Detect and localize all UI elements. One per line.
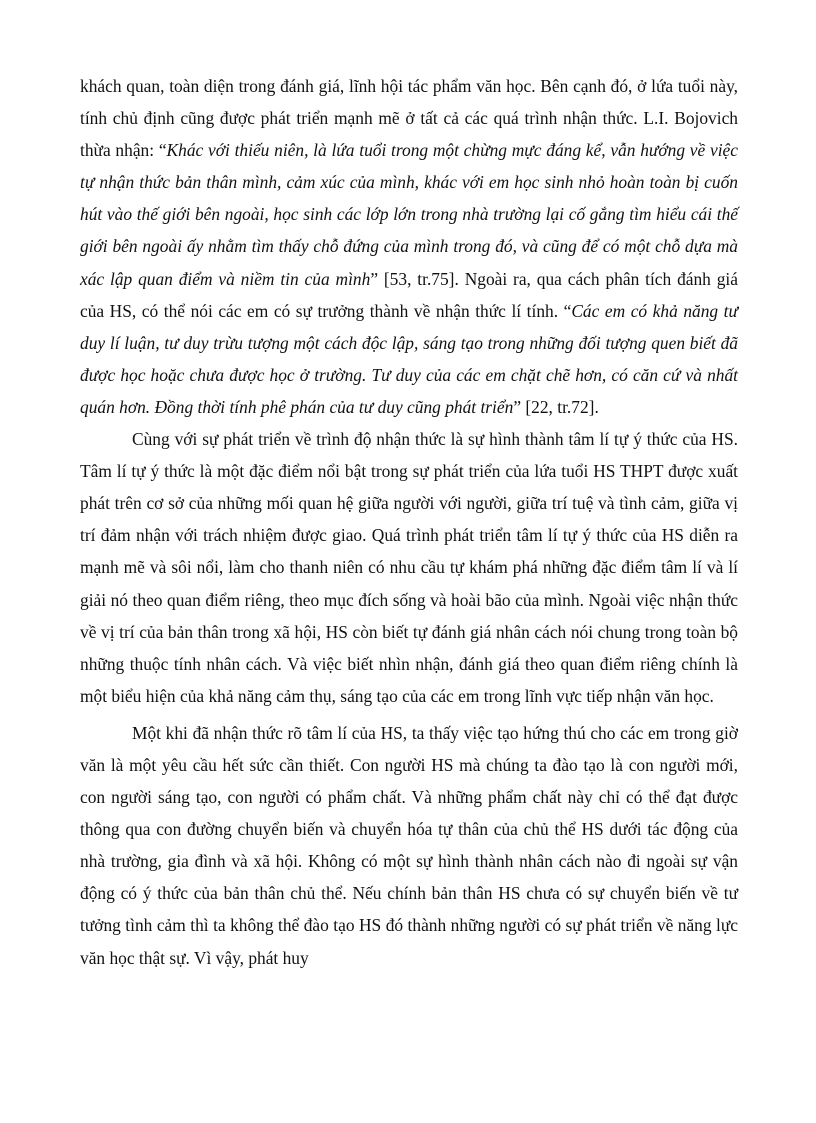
document-page <box>80 70 738 974</box>
text-run: ” [22, tr.72]. <box>513 396 599 417</box>
paragraph-2 <box>80 423 738 712</box>
text-run: Cùng với sự phát triển về trình độ nhận thức là sự hình thành tâm lí tự ý thức của HS. Tâm lí tự ý thức là một đặc điểm nổi bật trong sự phát triển của lứa tuổi HS THPT được xuất phát trên cơ sở của những mối quan hệ giữa người với người, giữa trí tuệ và tình cảm, giữa vị trí đảm nhận với trách nhiệm được giao. Quá trình phát triển tâm lí tự ý thức của HS diễn ra mạnh mẽ và sôi nổi, làm cho thanh niên có nhu cầu tự khám phá những đặc điểm tâm lí và lí giải nó theo quan điểm riêng, theo mục đích sống và hoài bão của mình. Ngoài việc nhận thức về vị trí của bản thân trong xã hội, HS còn biết tự đánh giá nhân cách nói chung trong toàn bộ những thuộc tính nhân cách. Và việc biết nhìn nhận, đánh giá theo quan điểm riêng chính là một biểu hiện của khả năng cảm thụ, sáng tạo của các em trong lĩnh vực tiếp nhận văn học. <box>80 429 738 706</box>
text-run: Một khi đã nhận thức rõ tâm lí của HS, ta thấy việc tạo hứng thú cho các em trong giờ văn là một yêu cầu hết sức cần thiết. Con người HS mà chúng ta đào tạo là con người mới, con người sáng tạo, con người có phẩm chất. Và những phẩm chất này chỉ có thể đạt được thông qua con đường chuyển biến và chuyển hóa tự thân của chủ thể HS dưới tác động của nhà trường, gia đình và xã hội. Không có một sự hình thành nhân cách nào đi ngoài sự vận động có ý thức của bản thân chủ thể. Nếu chính bản thân HS chưa có sự chuyển biến về tư tưởng tình cảm thì ta không thể đào tạo HS đó thành những người có sự phát triển về năng lực văn học thật sự. Vì vậy, phát huy <box>80 722 738 968</box>
text-run: khách quan, toàn diện trong đánh giá, lĩnh hội tác phẩm văn học. Bên cạnh đó, ở lứa tuổi này, tính chủ định cũng được phát triển mạnh mẽ ở tất cả các quá trình nhận thức. L.I. Bojovich thừa nhận: “ <box>80 76 738 161</box>
quote-thinking: Các em có khả năng tư duy lí luận, tư duy trừu tượng một cách độc lập, sáng tạo trong những đối tượng quen biết đã được học hoặc chưa được học ở trường. Tư duy của các em chặt chẽ hơn, có căn cứ và nhất quán hơn. Đồng thời tính phê phán của tư duy cũng phát triển <box>80 300 738 417</box>
paragraph-1 <box>80 70 738 423</box>
quote-bojovich: Khác với thiếu niên, là lứa tuổi trong một chừng mực đáng kể, vẫn hướng về việc tự nhận thức bản thân mình, cảm xúc của mình, khác với em học sinh nhỏ hoàn toàn bị cuốn hút vào thế giới bên ngoài, học sinh các lớp lớn trong nhà trường lại cố gắng tìm hiểu cái thế giới bên ngoài ấy nhằm tìm thấy chỗ đứng của mình trong đó, và cũng để có một chỗ dựa mà xác lập quan điểm và niềm tin của mình <box>80 140 738 289</box>
paragraph-3 <box>80 717 738 974</box>
text-run: ” [53, tr.75]. Ngoài ra, qua cách phân tích đánh giá của HS, có thể nói các em có sự trưởng thành về nhận thức lí tính. “ <box>80 268 738 321</box>
